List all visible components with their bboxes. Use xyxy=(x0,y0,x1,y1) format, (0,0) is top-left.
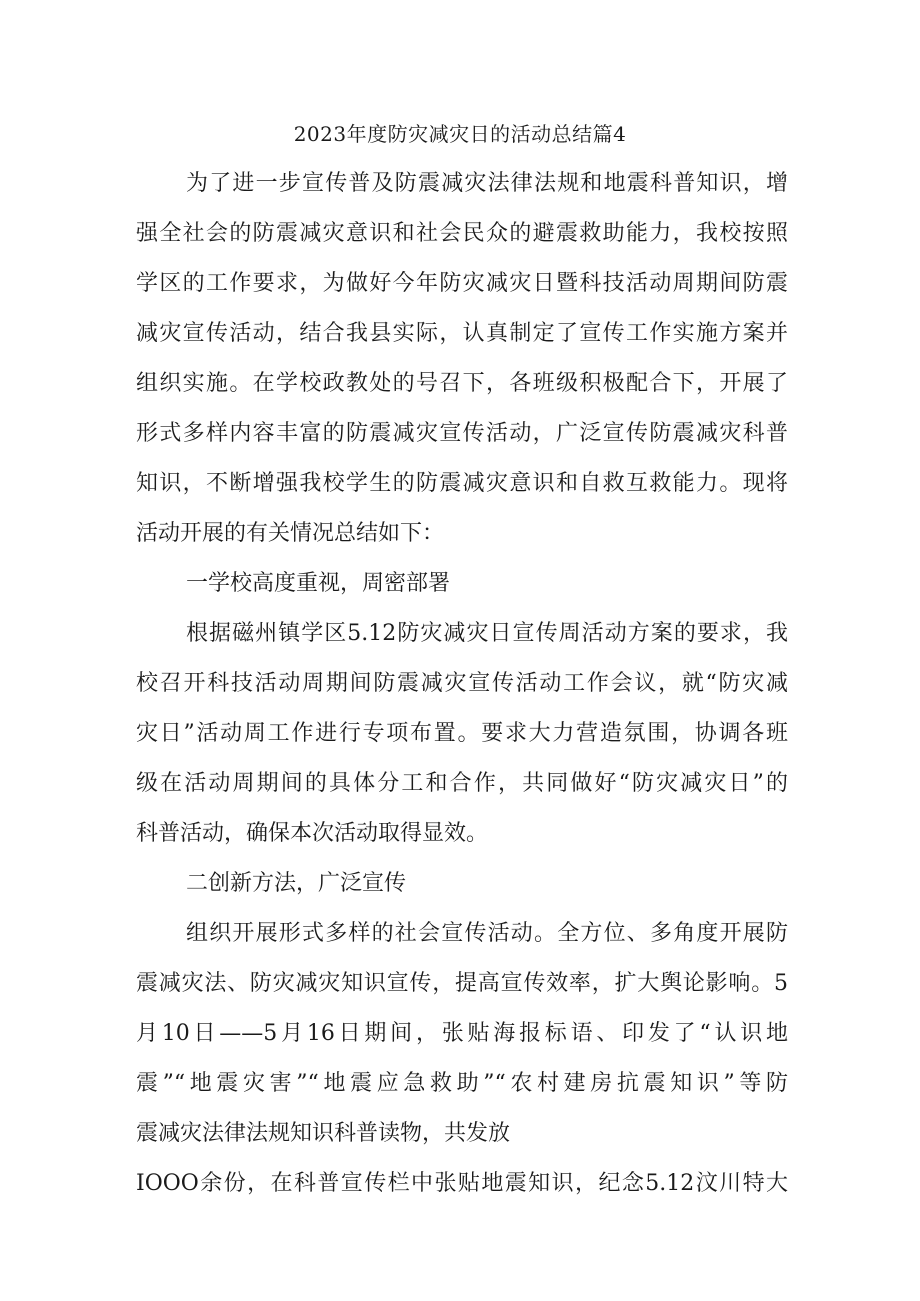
paragraph-line: 灾日”活动周工作进行专项布置。要求大力营造氛围，协调各班 xyxy=(136,721,788,746)
paragraph-line: 科普活动，确保本次活动取得显效。 xyxy=(136,821,489,846)
paragraph-line: 减灾宣传活动，结合我县实际，认真制定了宣传工作实施方案并 xyxy=(136,321,788,346)
paragraph-line: 学区的工作要求，为做好今年防灾减灾日暨科技活动周期间防震 xyxy=(136,271,788,296)
paragraph-line: 强全社会的防震减灾意识和社会民众的避震救助能力，我校按照 xyxy=(136,221,788,246)
section-heading: 二创新方法，广泛宣传 xyxy=(186,871,407,896)
paragraph-line: 根据磁州镇学区5.12防灾减灾日宣传周活动方案的要求，我 xyxy=(186,621,788,646)
paragraph-line: IOOO余份，在科普宣传栏中张贴地震知识，纪念5.12汶川特大 xyxy=(136,1171,788,1196)
paragraph-line: 级在活动周期间的具体分工和合作，共同做好“防灾减灾日”的 xyxy=(136,771,788,796)
section-heading: 一学校高度重视，周密部署 xyxy=(186,571,451,596)
paragraph-line: 震减灾法、防灾减灾知识宣传，提高宣传效率，扩大舆论影响。5 xyxy=(136,971,788,996)
paragraph-line: 震减灾法律法规知识科普读物，共发放 xyxy=(136,1121,511,1146)
document-title: 2023年度防灾减灾日的活动总结篇4 xyxy=(293,122,627,146)
paragraph-line: 形式多样内容丰富的防震减灾宣传活动，广泛宣传防震减灾科普 xyxy=(136,421,788,446)
paragraph-line: 为了进一步宣传普及防震减灾法律法规和地震科普知识，增 xyxy=(186,171,788,196)
paragraph-line: 震”“地震灾害”“地震应急救助”“农村建房抗震知识”等防 xyxy=(136,1071,788,1096)
paragraph-line: 活动开展的有关情况总结如下： xyxy=(136,521,445,546)
paragraph-line: 月10日——5月16日期间，张贴海报标语、印发了“认识地 xyxy=(136,1021,788,1046)
paragraph-line: 知识，不断增强我校学生的防震减灾意识和自救互救能力。现将 xyxy=(136,471,788,496)
paragraph-line: 组织开展形式多样的社会宣传活动。全方位、多角度开展防 xyxy=(186,921,788,946)
paragraph-line: 组织实施。在学校政教处的号召下，各班级积极配合下，开展了 xyxy=(136,371,788,396)
paragraph-line: 校召开科技活动周期间防震减灾宣传活动工作会议，就“防灾减 xyxy=(136,671,788,696)
